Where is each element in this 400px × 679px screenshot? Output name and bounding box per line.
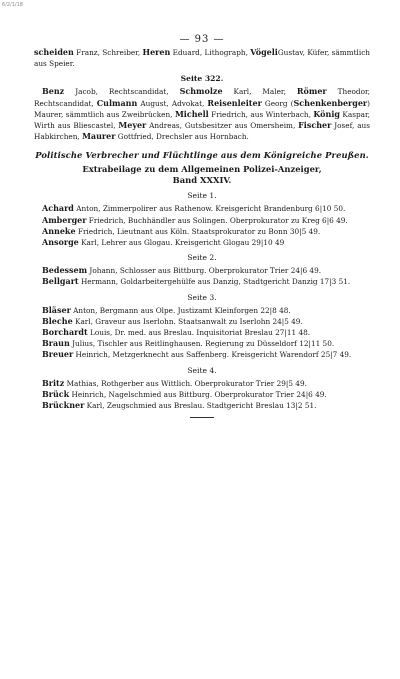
entry-name: Culmann (96, 97, 138, 108)
entry-name: Maurer (82, 131, 116, 142)
entry-text: Franz, Schreiber, (73, 48, 143, 57)
list-item: Brückner Karl, Zeugschmied aus Breslau. Stadtgericht Breslau 13|2 51. (42, 400, 317, 411)
corner-mark: 6/2/1/18 (2, 2, 23, 8)
subheading-line: Extrabeilage zu dem Allgemeinen Polizei-Anzeiger, (82, 164, 322, 175)
list-item: Brück Heinrich, Nagelschmied aus Bittburg. Oberprokurator Trier 24|6 49. (42, 388, 327, 399)
list-item: Bleche Karl, Graveur aus Iserlohn. Staatsanwalt zu Iserlohn 24|5 49. (42, 315, 303, 326)
paragraph-322: Benz Jacob, Rechtscandidat, Schmolze Karl, Maler, Römer Theodor, Rechtscandidat, Culmann August, Advokat, Reisenleiter Georg (Schenkenberger) Maurer, sämmtlich aus Zweibrücken, Michell Friedrich, aus Winterbach, König Kaspar, Wirth aus Bliescastel, Meyer Andreas, Gutsbesitzer aus Omersheim, Fischer Josef, aus Habkirchen, Maurer Gottfried, Drechsler aus Hornbach. (34, 86, 371, 142)
end-rule (190, 417, 214, 418)
entry-name: Heren (142, 47, 171, 57)
section-heading: Politische Verbrecher und Flüchtlinge aus dem Königreiche Preußen. (35, 150, 369, 161)
entry-name: Schmolze (179, 86, 223, 97)
top-paragraph (34, 47, 370, 69)
entry-name: Meyer (118, 120, 147, 131)
list-item: Amberger Friedrich, Buchhändler aus Solingen. Oberprokurator zu Kreg 6|6 49. (42, 214, 348, 225)
section-seite-322: Seite 322. (180, 74, 224, 84)
entry-name: Michell (174, 108, 209, 119)
entry-name: Römer (296, 86, 327, 97)
entry-name: Benz (42, 86, 65, 97)
list-item: Borchardt Louis, Dr. med. aus Breslau. Inquisitoriat Breslau 27|11 48. (42, 327, 311, 338)
entry-name: Schenkenberger (293, 97, 368, 108)
document-page (34, 34, 370, 418)
list-item: Bellgart Hermann, Goldarbeitergehülfe aus Danzig, Stadtgericht Danzig 17|3 51. (42, 276, 351, 287)
entries-seite-4 (34, 378, 370, 412)
subheading (34, 164, 370, 186)
section-seite-2: Seite 2. (187, 253, 217, 263)
entry-name: König (313, 108, 340, 119)
list-item: Breuer Heinrich, Metzgerknecht aus Saffenberg. Kreisgericht Warendorf 25|7 49. (42, 349, 352, 360)
entry-text: Eduard, Lithograph, (170, 48, 251, 57)
entries-seite-2 (34, 265, 370, 287)
entry-name: scheiden (34, 47, 74, 57)
entries-seite-3 (34, 305, 370, 361)
list-item: Ansorge Karl, Lehrer aus Glogau. Kreisgericht Glogau 29|10 49 (42, 237, 285, 248)
list-item: Achard Anton, Zimmerpolirer aus Rathenow. Kreisgericht Brandenburg 6|10 50. (42, 203, 346, 214)
list-item: Braun Julius, Tischler aus Reitlinghausen. Regierung zu Düsseldorf 12|11 50. (42, 338, 335, 349)
entry-text: Gustav, Küfer, sämmtlich aus Speier. (34, 48, 370, 69)
page-number: — 93 — (179, 34, 225, 45)
section-seite-3: Seite 3. (187, 292, 217, 302)
entry-name: Fischer (298, 120, 332, 131)
entry-name: Reisenleiter (207, 97, 262, 108)
list-item: Bläser Anton, Bergmann aus Olpe. Justizamt Kleinforgen 22|8 48. (42, 304, 291, 315)
subheading-line: Band XXXIV. (172, 175, 232, 186)
section-seite-4: Seite 4. (187, 365, 217, 375)
list-item: Anneke Friedrich, Lieutnant aus Köln. Staatsprokurator zu Bonn 30|5 49. (42, 225, 321, 236)
entry-name: Vögeli (250, 47, 278, 57)
entries-seite-1 (34, 203, 370, 248)
section-seite-1: Seite 1. (187, 191, 217, 201)
list-item: Bedessem Johann, Schlosser aus Bittburg. Oberprokurator Trier 24|6 49. (42, 265, 322, 276)
list-item: Britz Mathias, Rothgerber aus Wittlich. Oberprokurator Trier 29|5 49. (42, 377, 307, 388)
